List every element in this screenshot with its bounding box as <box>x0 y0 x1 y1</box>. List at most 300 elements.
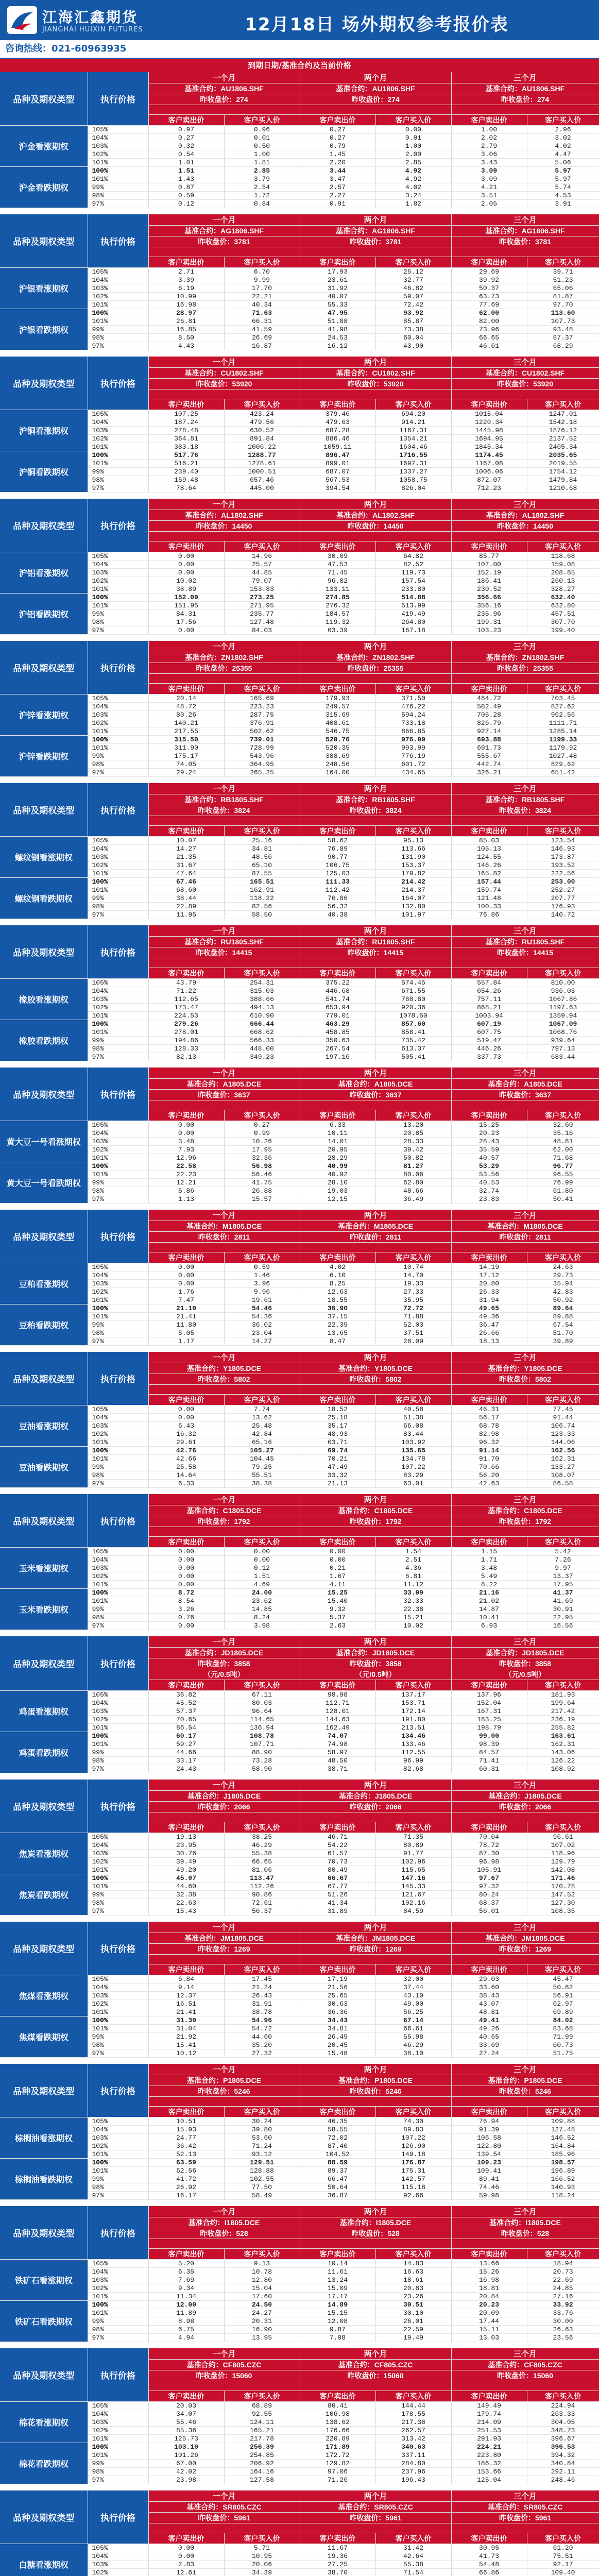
price-cell: 46.71 <box>300 1833 375 1841</box>
contract-cell: 基准合约：RU1805.SHF <box>300 937 451 947</box>
call-option-label: 棕榈油看涨期权 <box>0 2117 88 2159</box>
price-cell: 46.31 <box>451 1405 527 1414</box>
price-cell: 20.85 <box>375 1129 451 1138</box>
tenor-header: 一个月 <box>148 2348 300 2360</box>
quote-row <box>0 1422 599 1430</box>
strike-level: 101% <box>88 1597 148 1605</box>
price-cell: 40.57 <box>451 1154 527 1162</box>
quote-row <box>0 861 599 870</box>
put-option-label: 橡胶看跌期权 <box>0 1020 88 1061</box>
table-corner: 品种及期权类型 <box>0 1210 88 1263</box>
price-cell: 10.02 <box>375 1622 451 1630</box>
price-cell: 8.22 <box>451 1581 527 1589</box>
strike-level: 105% <box>88 1548 148 1556</box>
price-cell: 44.60 <box>224 2033 300 2041</box>
strike-level: 97% <box>88 2192 148 2200</box>
price-cell: 74.07 <box>300 1732 375 1740</box>
strike-level: 98% <box>88 476 148 484</box>
price-cell: 24.43 <box>148 1765 224 1773</box>
price-cell: 51.88 <box>300 317 375 326</box>
quote-table <box>0 783 599 919</box>
price-cell: 163.61 <box>527 1732 599 1740</box>
strike-level: 103% <box>88 853 148 861</box>
call-option-label: 玉米看涨期权 <box>0 1548 88 1589</box>
price-cell: 516.21 <box>148 460 224 468</box>
price-cell: 170.78 <box>527 1883 599 1891</box>
strike-level: 99% <box>88 1037 148 1045</box>
price-cell: 44.60 <box>148 1883 224 1891</box>
tenor-header: 三个月 <box>451 357 599 368</box>
strike-level: 99% <box>88 1463 148 1471</box>
price-cell: 166.52 <box>527 2175 599 2183</box>
put-option-label: 螺纹钢看跌期权 <box>0 878 88 919</box>
price-cell: 157.54 <box>375 577 451 585</box>
price-cell: 98.98 <box>300 1691 375 1699</box>
close-cell: 昨收盘价：5246 <box>148 2086 300 2097</box>
price-cell: 50.37 <box>451 284 527 293</box>
sell-price-header: 客户卖出价 <box>300 826 375 837</box>
price-cell: 23.04 <box>224 1329 300 1337</box>
strike-level: 105% <box>88 268 148 276</box>
sell-price-header: 客户卖出价 <box>451 2391 527 2402</box>
price-cell: 35.20 <box>224 2041 300 2049</box>
price-cell: 252.27 <box>527 886 599 894</box>
close-cell: 昨收盘价：3781 <box>148 236 300 247</box>
quote-table <box>0 2206 599 2342</box>
price-cell: 123.33 <box>527 1430 599 1438</box>
price-cell: 271.95 <box>224 602 300 610</box>
price-cell: 3.09 <box>451 175 527 183</box>
price-cell: 0.00 <box>148 1280 224 1288</box>
price-cell: 50.92 <box>527 1296 599 1304</box>
price-cell: 196.43 <box>375 2476 451 2484</box>
strike-level: 98% <box>88 903 148 911</box>
call-option-label: 沪金看涨期权 <box>0 126 88 167</box>
price-cell: 105.13 <box>451 845 527 853</box>
sell-price-header: 客户卖出价 <box>148 684 224 694</box>
sell-price-header: 客户卖出价 <box>300 2391 375 2402</box>
price-cell: 33.17 <box>148 1757 224 1765</box>
price-cell: 34.81 <box>300 2025 375 2033</box>
price-cell: 19.33 <box>375 1280 451 1288</box>
price-cell: 274.85 <box>300 594 375 602</box>
price-cell: 4.92 <box>375 175 451 183</box>
strike-level: 104% <box>88 1556 148 1564</box>
strike-level: 103% <box>88 1850 148 1858</box>
price-cell: 65.06 <box>527 284 599 293</box>
quote-row <box>0 552 599 561</box>
price-cell: 10.51 <box>148 2117 224 2126</box>
strike-level: 105% <box>88 1263 148 1272</box>
price-cell: 20.45 <box>300 2041 375 2049</box>
price-cell: 167.18 <box>375 626 451 635</box>
buy-price-header: 客户买入价 <box>224 1822 300 1833</box>
price-cell: 3.98 <box>224 1622 300 1630</box>
strike-level: 98% <box>88 1899 148 1907</box>
price-cell: 40.38 <box>300 911 375 919</box>
put-option-label: 沪银看跌期权 <box>0 309 88 350</box>
price-cell: 159.48 <box>148 476 224 484</box>
strike-level: 101% <box>88 727 148 736</box>
table-corner: 品种及期权类型 <box>0 2348 88 2402</box>
strike-level: 101% <box>88 602 148 610</box>
price-cell: 75.51 <box>527 2552 599 2561</box>
strike-level: 103% <box>88 1138 148 1146</box>
price-cell: 146.52 <box>527 2134 599 2142</box>
price-cell: 46.61 <box>451 342 527 350</box>
price-cell: 196.89 <box>527 2167 599 2175</box>
buy-price-header: 客户买入价 <box>224 541 300 552</box>
price-cell: 86.54 <box>148 1724 224 1732</box>
strike-level: 98% <box>88 1757 148 1765</box>
price-cell: 457.51 <box>527 610 599 618</box>
put-option-label: 豆油看跌期权 <box>0 1447 88 1488</box>
price-cell: 51.70 <box>527 1329 599 1337</box>
price-cell: 111.33 <box>300 878 375 886</box>
strike-level: 105% <box>88 694 148 703</box>
price-cell: 1694.95 <box>451 435 527 443</box>
price-cell: 97.32 <box>451 1883 527 1891</box>
price-cell: 1845.34 <box>451 443 527 451</box>
price-cell: 89.64 <box>527 1304 599 1313</box>
price-cell: 165.82 <box>451 870 527 878</box>
close-cell: 昨收盘价：1792 <box>300 1516 451 1527</box>
strike-level: 99% <box>88 2033 148 2041</box>
close-cell: 昨收盘价：14450 <box>300 521 451 532</box>
quote-table <box>0 1352 599 1488</box>
price-cell: 14.27 <box>148 845 224 853</box>
price-cell: 11.67 <box>300 2544 375 2552</box>
quote-table <box>0 2064 599 2200</box>
price-cell: 55.38 <box>224 1850 300 1858</box>
price-cell: 687.28 <box>300 427 375 435</box>
price-cell: 31.92 <box>300 284 375 293</box>
price-cell: 91.70 <box>451 1455 527 1463</box>
price-cell: 118.22 <box>224 894 300 903</box>
put-option-label: 沪金看跌期权 <box>0 167 88 208</box>
quote-row <box>0 175 599 183</box>
strike-level: 104% <box>88 2268 148 2276</box>
price-cell: 3.47 <box>300 175 375 183</box>
strike-header: 执行价格 <box>88 2348 148 2402</box>
price-cell: 607.19 <box>451 1020 527 1028</box>
price-cell: 14.64 <box>148 1471 224 1480</box>
price-cell: 54.48 <box>451 2561 527 2569</box>
quote-row <box>0 2402 599 2410</box>
strike-level: 101% <box>88 1154 148 1162</box>
quote-row <box>0 200 599 208</box>
price-cell: 112.71 <box>300 1699 375 1707</box>
price-cell: 30.76 <box>148 1850 224 1858</box>
price-cell: 48.66 <box>375 1187 451 1195</box>
price-cell: 5.42 <box>527 1548 599 1556</box>
price-cell: 89.41 <box>451 2175 527 2183</box>
tenor-header: 一个月 <box>148 641 300 652</box>
price-cell: 1006.22 <box>224 443 300 451</box>
price-cell: 0.99 <box>224 1129 300 1138</box>
price-cell: 126.22 <box>527 1757 599 1765</box>
table-corner: 品种及期权类型 <box>0 1922 88 1975</box>
quote-row <box>0 1975 599 1984</box>
strike-level: 105% <box>88 1121 148 1129</box>
price-cell: 1445.98 <box>451 427 527 435</box>
price-cell: 164.07 <box>375 894 451 903</box>
price-cell: 36.49 <box>375 1195 451 1204</box>
table-corner: 品种及期权类型 <box>0 499 88 552</box>
tenor-header: 两个月 <box>300 1352 451 1363</box>
quote-row <box>0 2008 599 2016</box>
price-cell: 920.36 <box>375 1004 451 1012</box>
price-cell: 3.79 <box>224 175 300 183</box>
price-cell: 131.90 <box>375 853 451 861</box>
strike-level: 101% <box>88 159 148 167</box>
price-cell: 1197.63 <box>527 1004 599 1012</box>
buy-price-header: 客户买入价 <box>527 399 599 410</box>
price-cell: 10.07 <box>148 837 224 845</box>
quote-row <box>0 2016 599 2025</box>
strike-level: 104% <box>88 2552 148 2561</box>
price-cell: 30.00 <box>527 2317 599 2326</box>
price-cell: 27.33 <box>375 1288 451 1296</box>
price-cell: 82.52 <box>375 561 451 569</box>
price-cell: 67.54 <box>527 1321 599 1329</box>
close-cell: 昨收盘价：3637 <box>451 1090 599 1100</box>
price-cell: 48.72 <box>148 703 224 711</box>
price-cell: 12.96 <box>148 1154 224 1162</box>
quote-row <box>0 2334 599 2342</box>
price-cell: 77.50 <box>224 2183 300 2192</box>
price-cell: 886.46 <box>300 435 375 443</box>
price-cell: 72.61 <box>224 1899 300 1907</box>
quote-row <box>0 2117 599 2126</box>
price-cell: 37.51 <box>375 1329 451 1337</box>
price-cell: 21.16 <box>451 1589 527 1597</box>
price-cell: 0.27 <box>148 134 224 142</box>
price-cell: 224.21 <box>451 2443 527 2451</box>
strike-level: 103% <box>88 2418 148 2427</box>
price-cell: 56.17 <box>451 1414 527 1422</box>
table-corner: 品种及期权类型 <box>0 72 88 126</box>
price-cell: 57.37 <box>148 1707 224 1716</box>
price-cell: 139.54 <box>451 2150 527 2159</box>
sell-price-header: 客户卖出价 <box>148 399 224 410</box>
buy-price-header: 客户买入价 <box>224 2107 300 2117</box>
quote-row <box>0 1414 599 1422</box>
price-cell: 705.28 <box>451 711 527 719</box>
price-cell: 5.71 <box>224 2544 300 2552</box>
quote-row <box>0 2544 599 2552</box>
price-cell: 56.20 <box>451 1471 527 1480</box>
price-cell: 733.18 <box>375 719 451 727</box>
price-cell: 291.93 <box>451 2435 527 2443</box>
sell-price-header: 客户卖出价 <box>451 1395 527 1405</box>
price-cell: 197.16 <box>300 1053 375 1061</box>
price-cell: 3.48 <box>148 1138 224 1146</box>
price-cell: 127.30 <box>527 1899 599 1907</box>
quote-row <box>0 1280 599 1288</box>
unit-cell <box>451 1527 599 1537</box>
price-cell: 364.81 <box>148 435 224 443</box>
price-cell: 0.00 <box>148 1548 224 1556</box>
quote-row <box>0 1053 599 1061</box>
price-cell: 157.44 <box>451 878 527 886</box>
price-cell: 279.26 <box>148 1020 224 1028</box>
contract-cell: 基准合约：CU1802.SHF <box>148 368 300 379</box>
price-cell: 1111.71 <box>527 719 599 727</box>
price-cell: 76.86 <box>451 911 527 919</box>
price-cell: 17.44 <box>451 2317 527 2326</box>
price-cell: 73.28 <box>224 1757 300 1765</box>
quote-row <box>0 752 599 760</box>
contract-cell: 基准合约：P1805.DCE <box>148 2075 300 2086</box>
price-cell: 63.71 <box>300 1438 375 1447</box>
price-cell: 68.29 <box>527 342 599 350</box>
price-cell: 88.90 <box>224 1749 300 1757</box>
strike-level: 99% <box>88 1749 148 1757</box>
price-cell: 24.27 <box>224 2309 300 2317</box>
quote-row <box>0 1129 599 1138</box>
price-cell: 38.70 <box>300 2569 375 2576</box>
unit-cell <box>148 2381 300 2391</box>
strike-level: 99% <box>88 326 148 334</box>
unit-cell <box>300 2523 451 2533</box>
contract-cell: 基准合约：I1805.DCE <box>300 2217 451 2228</box>
price-cell: 36.82 <box>148 1691 224 1699</box>
strike-level: 101% <box>88 2008 148 2016</box>
strike-level: 104% <box>88 845 148 853</box>
price-cell: 85.03 <box>451 837 527 845</box>
quote-row <box>0 150 599 159</box>
price-cell: 0.00 <box>148 1405 224 1414</box>
unit-cell <box>451 1100 599 1110</box>
tenor-header: 两个月 <box>300 2206 451 2217</box>
sell-price-header: 客户卖出价 <box>451 1537 527 1548</box>
strike-level: 105% <box>88 2117 148 2126</box>
strike-level: 100% <box>88 1732 148 1740</box>
quote-row <box>0 594 599 602</box>
price-cell: 253.00 <box>527 878 599 886</box>
quote-row <box>0 167 599 175</box>
price-cell: 376.91 <box>224 719 300 727</box>
strike-level: 102% <box>88 2000 148 2008</box>
strike-level: 102% <box>88 719 148 727</box>
tenor-header: 一个月 <box>148 357 300 368</box>
table-corner: 品种及期权类型 <box>0 2490 88 2544</box>
price-cell: 23.62 <box>224 1597 300 1605</box>
price-cell: 193.52 <box>527 861 599 870</box>
price-cell: 3.09 <box>451 167 527 175</box>
price-cell: 49.36 <box>451 1313 527 1321</box>
price-cell: 22.89 <box>148 903 224 911</box>
price-cell: 34.39 <box>224 2569 300 2576</box>
price-cell: 164.84 <box>527 2142 599 2150</box>
price-cell: 55.46 <box>148 2418 224 2427</box>
strike-level: 103% <box>88 1280 148 1288</box>
price-cell: 58.50 <box>224 911 300 919</box>
price-cell: 50.82 <box>527 1984 599 1992</box>
price-cell: 9.34 <box>148 2284 224 2293</box>
quote-row <box>0 1581 599 1589</box>
price-cell: 0.00 <box>148 2552 224 2561</box>
price-cell: 14.89 <box>300 2301 375 2309</box>
price-cell: 82.68 <box>375 1765 451 1773</box>
price-cell: 146.26 <box>451 861 527 870</box>
close-cell: 昨收盘价：3781 <box>451 236 599 247</box>
put-option-label: 玉米看跌期权 <box>0 1589 88 1630</box>
price-cell: 31.89 <box>300 1907 375 1916</box>
price-cell: 24.00 <box>224 1589 300 1597</box>
price-cell: 207.77 <box>527 894 599 903</box>
buy-price-header: 客户买入价 <box>375 399 451 410</box>
price-cell: 1220.34 <box>451 418 527 427</box>
close-cell: 昨收盘价：5246 <box>451 2086 599 2097</box>
price-cell: 70.66 <box>451 1463 527 1471</box>
quote-row <box>0 1984 599 1992</box>
contract-cell: 基准合约：P1805.DCE <box>300 2075 451 2086</box>
price-cell: 38.78 <box>224 2008 300 2016</box>
price-cell: 86.58 <box>527 1480 599 1488</box>
call-option-label: 豆粕看涨期权 <box>0 1263 88 1304</box>
tenor-header: 三个月 <box>451 1636 599 1648</box>
price-cell: 167.31 <box>451 1707 527 1716</box>
price-cell: 47.49 <box>300 1463 375 1471</box>
price-cell: 109.88 <box>527 2117 599 2126</box>
price-cell: 36.87 <box>300 2192 375 2200</box>
tenor-header: 两个月 <box>300 1780 451 1791</box>
price-cell: 133.27 <box>527 1463 599 1471</box>
buy-price-header: 客户买入价 <box>224 2249 300 2260</box>
price-cell: 8.47 <box>300 1337 375 1346</box>
contract-cell: 基准合约：RU1805.SHF <box>451 937 599 947</box>
price-cell: 92.55 <box>224 2410 300 2418</box>
strike-level: 97% <box>88 2334 148 2342</box>
tenor-header: 两个月 <box>300 1067 451 1079</box>
contract-cell: 基准合约：Y1805.DCE <box>300 1363 451 1374</box>
price-cell: 11.34 <box>148 2293 224 2301</box>
section-gap <box>0 1346 599 1352</box>
price-cell: 118.24 <box>527 2192 599 2200</box>
price-cell: 18.94 <box>527 2260 599 2268</box>
quote-row <box>0 2561 599 2569</box>
price-cell: 5.74 <box>527 183 599 192</box>
strike-level: 100% <box>88 1020 148 1028</box>
tenor-header: 两个月 <box>300 1636 451 1648</box>
contract-cell: 基准合约：AG1806.SHF <box>148 226 300 236</box>
unit-cell <box>148 2239 300 2249</box>
price-cell: 6.19 <box>148 284 224 293</box>
call-option-label: 沪铝看涨期权 <box>0 552 88 594</box>
close-cell: 昨收盘价：5961 <box>451 2513 599 2523</box>
price-cell: 171.46 <box>527 1874 599 1883</box>
price-cell: 248.56 <box>300 760 375 769</box>
table-corner: 品种及期权类型 <box>0 357 88 410</box>
price-cell: 479.56 <box>224 418 300 427</box>
price-cell: 103.10 <box>148 2443 224 2451</box>
price-cell: 198.79 <box>451 1724 527 1732</box>
price-cell: 41.73 <box>451 2552 527 2561</box>
price-cell: 107.02 <box>527 1841 599 1850</box>
strike-level: 101% <box>88 1883 148 1891</box>
price-cell: 14.01 <box>300 1138 375 1146</box>
unit-cell: （元/0.5吨） <box>300 1669 451 1680</box>
price-cell: 0.00 <box>148 1263 224 1272</box>
price-cell: 23.98 <box>148 2476 224 2484</box>
price-cell: 165.21 <box>224 2427 300 2435</box>
quote-row <box>0 626 599 635</box>
strike-level: 104% <box>88 1699 148 1707</box>
strike-level: 98% <box>88 2041 148 2049</box>
price-cell: 124.55 <box>451 853 527 861</box>
